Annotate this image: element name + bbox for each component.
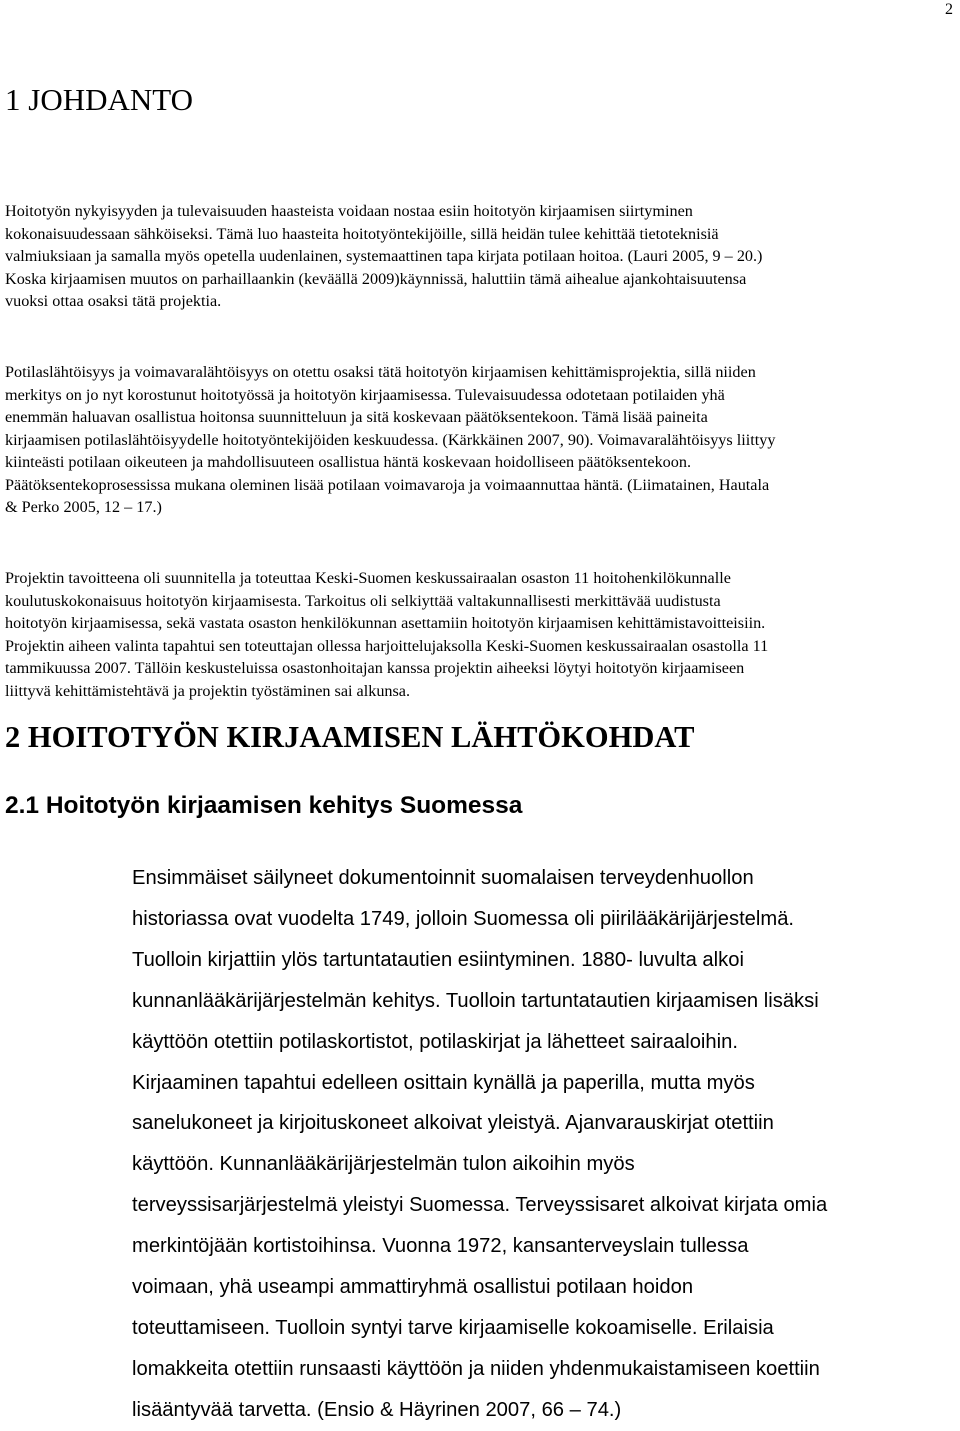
intro-paragraph-1: [5, 200, 762, 313]
paragraph-line: enemmän haluavan osallistua hoitonsa suunnitteluun ja sitä koskevaan päätöksentekoon. Tämä lisää paineita: [5, 408, 708, 426]
intro-paragraph-3: [5, 567, 768, 702]
heading-lahtokohdat: 2 HOITOTYÖN KIRJAAMISEN LÄHTÖKOHDAT: [5, 720, 695, 754]
paragraph-line: Ensimmäiset säilyneet dokumentoinnit suomalaisen terveydenhuollon: [132, 867, 754, 889]
heading-kehitys-suomessa: 2.1 Hoitotyön kirjaamisen kehitys Suomessa: [5, 792, 523, 819]
paragraph-line: lomakkeita otettiin runsaasti käyttöön ja niiden yhdenmukaistamiseen koettiin: [132, 1357, 820, 1380]
paragraph-line: Kirjaaminen tapahtui edelleen osittain kynällä ja paperilla, mutta myös: [132, 1071, 755, 1094]
paragraph-line: Projektin tavoitteena oli suunnitella ja toteuttaa Keski-Suomen keskussairaalan osaston 11 hoitohenkilökunnalle: [5, 569, 731, 587]
paragraph-line: merkintöjään kortistoihinsa. Vuonna 1972, kansanterveyslain tullessa: [132, 1235, 749, 1258]
paragraph-line: tammikuussa 2007. Tällöin keskusteluissa osastonhoitajan kanssa projektin aiheeksi löytyi hoitotyön kirjaamiseen: [5, 659, 745, 677]
paragraph-line: Potilaslähtöisyys ja voimavaralähtöisyys on otettu osaksi tätä hoitotyön kirjaamisen kehittämisprojektia, sillä niiden: [5, 363, 756, 381]
paragraph-line: liittyvä kehittämistehtävä ja projektin työstäminen sai alkunsa.: [5, 681, 411, 700]
paragraph-line: voimaan, yhä useampi ammattiryhmä osallistui potilaan hoidon: [132, 1276, 694, 1299]
paragraph-line: toteuttamiseen. Tuolloin syntyi tarve kirjaamiselle kokoamiselle. Erilaisia: [132, 1316, 774, 1339]
paragraph-line: historiassa ovat vuodelta 1749, jolloin Suomessa oli piirilääkärijärjestelmä.: [132, 907, 795, 930]
paragraph-line: terveyssisarjärjestelmä yleistyi Suomessa. Terveyssisaret alkoivat kirjata omia: [132, 1194, 828, 1217]
paragraph-line: vuoksi ottaa osaksi tätä projektia.: [5, 292, 222, 310]
paragraph-line: Päätöksentekoprosessissa mukana oleminen lisää potilaan voimavaroja ja voimaannuttaa häntä. (Liimatainen, Hautala: [5, 475, 770, 494]
page-number: 2: [945, 1, 953, 18]
paragraph-line: Hoitotyön nykyisyyden ja tulevaisuuden haasteista voidaan nostaa esiin hoitotyön kirjaamisen siirtyminen: [5, 202, 693, 220]
paragraph-line: käyttöön otettiin potilaskortistot, potilaskirjat ja lähetteet sairaaloihin.: [132, 1030, 738, 1053]
paragraph-line: Tuolloin kirjattiin ylös tartuntatautien esiintyminen. 1880- luvulta alkoi: [132, 948, 744, 971]
section-paragraph: [132, 858, 827, 1431]
paragraph-line: valmiuksiaan ja samalla myös opetella uudenlainen, systemaattinen tapa kirjata potilaan hoitoa. (Lauri 2005, 9 – 20.): [5, 247, 763, 265]
paragraph-line: Koska kirjaamisen muutos on parhaillaankin (keväällä 2009)käynnissä, haluttiin tämä aihealue ajankohtaisuutensa: [5, 269, 747, 288]
heading-johdanto: 1 JOHDANTO: [5, 82, 194, 117]
paragraph-line: lisääntyvää tarvetta. (Ensio & Häyrinen 2007, 66 – 74.): [132, 1398, 622, 1421]
paragraph-line: kirjaamisen potilaslähtöisyydelle hoitotyöntekijöiden keskuudessa. (Kärkkäinen 2007, 90). Voimavaralähtöisyys liittyy: [5, 430, 776, 449]
paragraph-line: koulutuskokonaisuus hoitotyön kirjaamisesta. Tarkoitus oli selkiyttää valtakunnallisesti merkittävää uudistusta: [5, 591, 721, 610]
paragraph-line: kokonaisuudessaan sähköiseksi. Tämä luo haasteita hoitotyöntekijöille, sillä heidän tulee kehittää tietoteknisiä: [5, 224, 719, 243]
paragraph-line: & Perko 2005, 12 – 17.): [5, 498, 162, 516]
paragraph-line: Projektin aiheen valinta tapahtui sen toteuttajan ollessa harjoittelujaksolla Keski-Suomen keskussairaalan osastolla 11: [5, 636, 769, 655]
paragraph-line: hoitotyön kirjaamisessa, sekä vastata osaston henkilökunnan asettamiin hoitotyön kirjaamisen kehittämistavoitteisiin.: [5, 614, 766, 632]
paragraph-line: käyttöön. Kunnanlääkärijärjestelmän tulon aikoihin myös: [132, 1153, 635, 1176]
intro-paragraph-2: [5, 361, 775, 519]
paragraph-line: merkitys on jo nyt korostunut hoitotyössä ja hoitotyön kirjaamisessa. Tulevaisuudessa odotetaan potilaiden yhä: [5, 385, 725, 404]
paragraph-line: sanelukoneet ja kirjoituskoneet alkoivat yleistyä. Ajanvarauskirjat otettiin: [132, 1112, 774, 1135]
paragraph-line: kiinteästi potilaan oikeuteen ja mahdollisuuteen osallistua häntä koskevaan hoidolliseen päätöksentekoon.: [5, 453, 691, 471]
paragraph-line: kunnanlääkärijärjestelmän kehitys. Tuolloin tartuntatautien kirjaamisen lisäksi: [132, 989, 819, 1012]
